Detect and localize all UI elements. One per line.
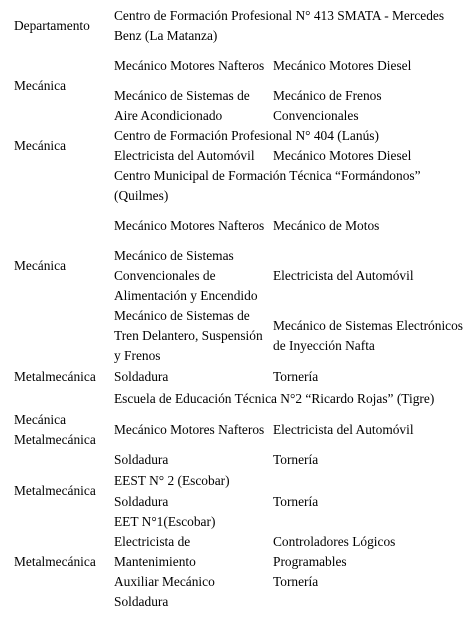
department-cell: Metalmecánica bbox=[14, 369, 96, 384]
institution-name: Escuela de Educación Técnica N°2 “Ricardo Rojas” (Tigre) bbox=[114, 391, 435, 406]
course-cell: Electricista del Automóvil bbox=[273, 268, 414, 283]
course-cell: Mecánico de Sistemas de Tren Delantero, Suspensión y Frenos bbox=[114, 308, 263, 363]
institution-name: Centro de Formación Profesional N° 413 SMATA - Mercedes Benz (La Matanza) bbox=[114, 8, 445, 43]
table-row bbox=[10, 470, 470, 492]
course-cell: Mecánico de Sistemas Electrónicos de Inyección Nafta bbox=[273, 318, 464, 353]
table-row bbox=[10, 410, 470, 450]
course-cell: Mecánico Motores Diesel bbox=[273, 58, 412, 73]
department-header: Departamento bbox=[14, 18, 90, 33]
empty-cell bbox=[269, 470, 470, 492]
department-cell: Mecánica bbox=[14, 78, 67, 93]
department-cell: Mecánica bbox=[14, 138, 67, 153]
course-cell: Electricista de Mantenimiento bbox=[114, 534, 196, 569]
course-cell: Tornería bbox=[273, 369, 319, 384]
empty-cell bbox=[269, 592, 470, 612]
course-cell: Auxiliar Mecánico bbox=[114, 574, 215, 589]
department-cell: Metalmecánica bbox=[14, 483, 96, 498]
course-cell: Mecánico de Sistemas Convencionales de Alimentación y Encendido bbox=[114, 248, 258, 303]
course-cell: Soldadura bbox=[114, 494, 169, 509]
course-cell: Controladores Lógicos Programables bbox=[273, 534, 396, 569]
course-cell: Mecánico Motores Diesel bbox=[273, 148, 412, 163]
empty-cell bbox=[269, 512, 470, 532]
department-cell bbox=[10, 388, 110, 410]
institution-name: Centro Municipal de Formación Técnica “Formándonos” (Quilmes) bbox=[114, 168, 421, 203]
table-row bbox=[10, 512, 470, 532]
course-cell: Mecánico de Frenos Convencionales bbox=[273, 88, 382, 123]
course-cell: Mecánico Motores Nafteros bbox=[114, 422, 265, 437]
table-row bbox=[10, 366, 470, 388]
course-cell: Mecánico de Sistemas de Aire Acondicionado bbox=[114, 88, 250, 123]
institution-name: EET N°1(Escobar) bbox=[114, 514, 216, 529]
course-cell: Electricista del Automóvil bbox=[114, 148, 255, 163]
course-cell: Mecánico de Motos bbox=[273, 218, 380, 233]
training-centers-table bbox=[10, 6, 470, 612]
table-row bbox=[10, 166, 470, 206]
table-row bbox=[10, 6, 470, 46]
course-cell: Mecánico Motores Nafteros bbox=[114, 58, 265, 73]
course-cell: Mecánico Motores Nafteros bbox=[114, 218, 265, 233]
course-cell: Soldadura bbox=[114, 594, 169, 609]
table-row bbox=[10, 126, 470, 146]
institution-name: EEST N° 2 (Escobar) bbox=[114, 473, 230, 488]
department-cell: Metalmecánica bbox=[14, 554, 96, 569]
course-cell: Electricista del Automóvil bbox=[273, 422, 414, 437]
institution-name: Centro de Formación Profesional N° 404 (Lanús) bbox=[114, 128, 379, 143]
department-cell: Mecánica Metalmecánica bbox=[14, 412, 96, 447]
course-cell: Tornería bbox=[273, 574, 319, 589]
course-cell: Soldadura bbox=[114, 369, 169, 384]
table-row bbox=[10, 46, 470, 86]
course-cell: Tornería bbox=[273, 452, 319, 467]
department-cell: Mecánica bbox=[14, 258, 67, 273]
course-cell: Tornería bbox=[273, 494, 319, 509]
course-cell: Soldadura bbox=[114, 452, 169, 467]
table-row bbox=[10, 388, 470, 410]
